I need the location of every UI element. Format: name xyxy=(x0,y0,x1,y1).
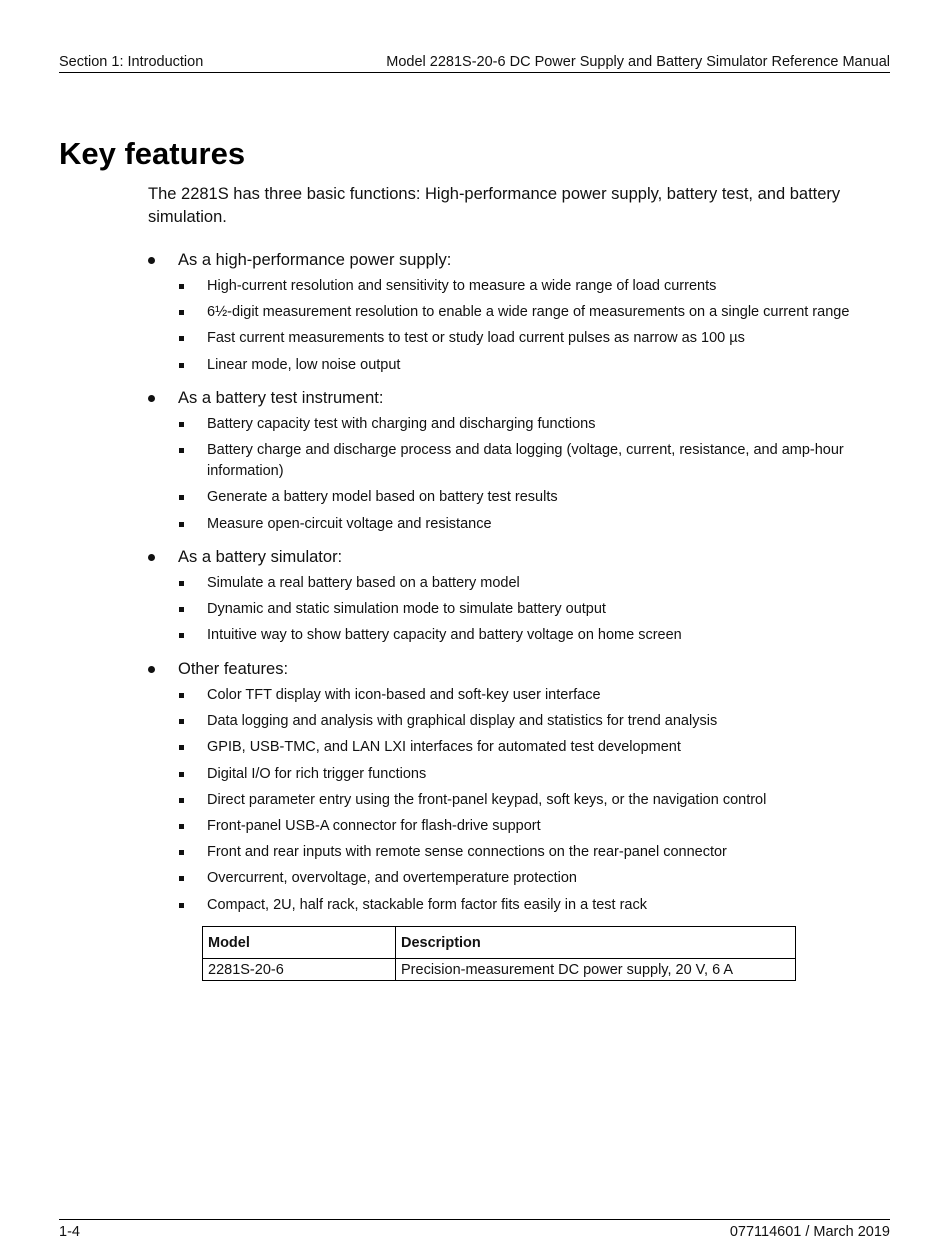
list-item xyxy=(148,414,888,435)
list-item-text: Linear mode, low noise output xyxy=(207,356,401,373)
section-heading-text: As a battery simulator: xyxy=(178,548,343,566)
list-item-text: Measure open-circuit voltage and resistance xyxy=(207,515,492,532)
square-bullet-icon xyxy=(179,876,184,881)
page-title: Key features xyxy=(59,136,246,171)
square-bullet-icon xyxy=(179,310,184,315)
header-section-label: Section 1: Introduction xyxy=(59,54,204,70)
list-item-text: Color TFT display with icon-based and soft-key user interface xyxy=(207,687,601,703)
square-bullet-icon xyxy=(179,495,184,500)
list-item-text: Front and rear inputs with remote sense connections on the rear-panel connector xyxy=(207,844,727,861)
list-item-text: Dynamic and static simulation mode to simulate battery output xyxy=(207,601,606,618)
list-item xyxy=(148,328,888,349)
list-item xyxy=(148,737,888,758)
list-item xyxy=(148,842,888,863)
list-item xyxy=(148,685,888,706)
section-heading xyxy=(148,249,888,271)
list-item-text: Compact, 2U, half rack, stackable form factor fits easily in a test rack xyxy=(207,896,647,913)
section-heading xyxy=(148,546,888,568)
feature-list xyxy=(148,414,888,535)
square-bullet-icon xyxy=(179,336,184,341)
square-bullet-icon xyxy=(179,284,184,289)
section-heading xyxy=(148,658,888,680)
list-item-text: Battery charge and discharge process and data logging (voltage, current, resistance, and amp-hour information) xyxy=(207,442,844,480)
header-manual-title: Model 2281S-20-6 DC Power Supply and Battery Simulator Reference Manual xyxy=(386,54,890,70)
list-item-text: Intuitive way to show battery capacity and battery voltage on home screen xyxy=(207,627,682,644)
list-item-text: Fast current measurements to test or study load current pulses as narrow as 100 µs xyxy=(207,330,745,347)
square-bullet-icon xyxy=(179,363,184,368)
list-item xyxy=(148,790,888,811)
list-item xyxy=(148,302,888,323)
list-item-text: Generate a battery model based on battery test results xyxy=(207,489,558,506)
feature-list xyxy=(148,685,888,916)
square-bullet-icon xyxy=(179,633,184,638)
list-item-text: High-current resolution and sensitivity to measure a wide range of load currents xyxy=(207,278,717,294)
list-item xyxy=(148,440,888,482)
section-heading-text: As a battery test instrument: xyxy=(178,389,384,407)
list-item-text: Simulate a real battery based on a battery model xyxy=(207,575,520,591)
table-cell-description: Precision-measurement DC power supply, 20 V, 6 A xyxy=(396,959,796,981)
list-item-text: Front-panel USB-A connector for flash-drive support xyxy=(207,817,541,834)
feature-section-power-supply xyxy=(148,249,888,381)
square-bullet-icon xyxy=(179,448,184,453)
list-item xyxy=(148,573,888,594)
square-bullet-icon xyxy=(179,719,184,724)
list-item xyxy=(148,816,888,837)
list-item-text: Digital I/O for rich trigger functions xyxy=(207,765,427,782)
feature-section-battery-test xyxy=(148,387,888,540)
feature-section-other xyxy=(148,658,888,921)
section-heading-text: Other features: xyxy=(178,660,289,678)
table-cell-model: 2281S-20-6 xyxy=(203,959,396,981)
list-item xyxy=(148,599,888,620)
intro-paragraph: The 2281S has three basic functions: High-performance power supply, battery test, and battery simulation. xyxy=(148,185,841,226)
table-header-description: Description xyxy=(396,927,796,959)
list-item xyxy=(148,355,888,376)
list-item xyxy=(148,276,888,297)
square-bullet-icon xyxy=(179,903,184,908)
square-bullet-icon xyxy=(179,607,184,612)
section-heading xyxy=(148,387,888,409)
square-bullet-icon xyxy=(179,850,184,855)
list-item-text: Battery capacity test with charging and discharging functions xyxy=(207,416,596,432)
bullet-dot-icon xyxy=(148,666,155,673)
list-item xyxy=(148,895,888,916)
list-item xyxy=(148,625,888,646)
square-bullet-icon xyxy=(179,522,184,527)
model-table xyxy=(202,926,796,981)
list-item-text: GPIB, USB-TMC, and LAN LXI interfaces for automated test development xyxy=(207,739,681,756)
page-header xyxy=(59,53,890,73)
square-bullet-icon xyxy=(179,824,184,829)
table-row xyxy=(203,959,796,981)
bullet-dot-icon xyxy=(148,554,155,561)
list-item-text: Overcurrent, overvoltage, and overtemperature protection xyxy=(207,870,577,887)
page-number: 1-4 xyxy=(59,1224,80,1240)
bullet-dot-icon xyxy=(148,257,155,264)
list-item-text: Data logging and analysis with graphical display and statistics for trend analysis xyxy=(207,713,718,730)
table-header-model: Model xyxy=(203,927,396,959)
square-bullet-icon xyxy=(179,772,184,777)
square-bullet-icon xyxy=(179,798,184,803)
bullet-dot-icon xyxy=(148,395,155,402)
square-bullet-icon xyxy=(179,422,184,427)
list-item-text: Direct parameter entry using the front-panel keypad, soft keys, or the navigation control xyxy=(207,791,767,808)
feature-list xyxy=(148,573,888,646)
list-item xyxy=(148,868,888,889)
section-heading-text: As a high-performance power supply: xyxy=(178,251,452,269)
document-id: 077114601 / March 2019 xyxy=(729,1224,890,1240)
list-item-text: 6½-digit measurement resolution to enable a wide range of measurements on a single current range xyxy=(207,304,850,321)
page-footer xyxy=(59,1219,890,1242)
feature-section-battery-simulator xyxy=(148,546,888,652)
list-item xyxy=(148,514,888,535)
feature-list xyxy=(148,276,888,376)
square-bullet-icon xyxy=(179,745,184,750)
square-bullet-icon xyxy=(179,581,184,586)
list-item xyxy=(148,764,888,785)
list-item xyxy=(148,711,888,732)
table-header-row xyxy=(203,927,796,959)
list-item xyxy=(148,487,888,508)
square-bullet-icon xyxy=(179,693,184,698)
